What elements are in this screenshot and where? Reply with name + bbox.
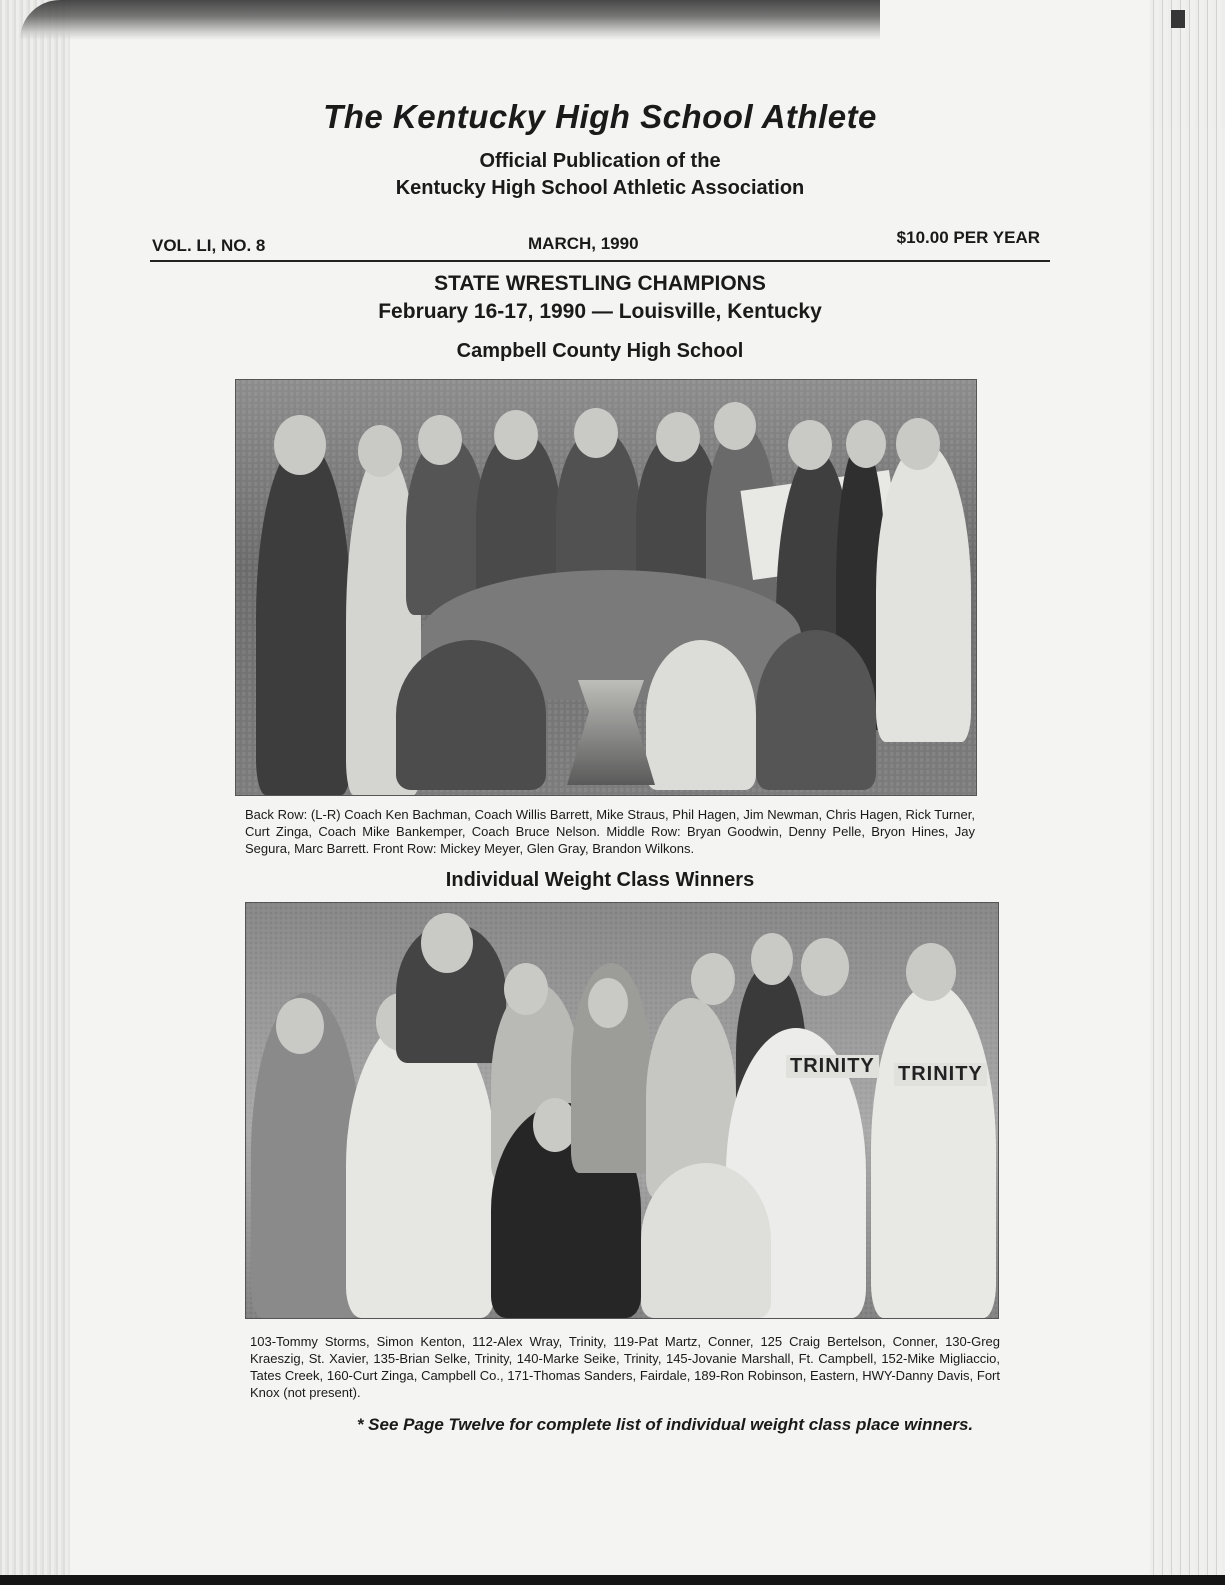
person-head: [656, 412, 700, 462]
page-marker: [1171, 10, 1185, 28]
jersey-lettering: TRINITY: [786, 1055, 879, 1078]
person-figure: [396, 640, 546, 790]
person-head: [358, 425, 402, 477]
person-head: [494, 410, 538, 460]
person-head: [714, 402, 756, 450]
team-photo-caption: Back Row: (L-R) Coach Ken Bachman, Coach Willis Barrett, Mike Straus, Phil Hagen, Jim Newman, Chris Hagen, Rick Turner, Curt Zinga, Coach Mike Bankemper, Coach Bruce Nelson. Middle Row: Bryan Goodwin, Denny Pelle, Bryon Hines, Jay Segura, Marc Barrett. Front Row: Mickey Meyer, Glen Gray, Brandon Wilkons.: [245, 807, 975, 856]
masthead-subtitle: [150, 148, 1050, 202]
headline-date-location: February 16-17, 1990 — Louisville, Kentucky: [378, 300, 822, 323]
person-head: [588, 978, 628, 1028]
issue-date: MARCH, 1990: [528, 234, 639, 253]
winners-heading: Individual Weight Class Winners: [445, 869, 755, 891]
person-head: [276, 998, 324, 1054]
jersey-lettering: TRINITY: [894, 1063, 987, 1086]
winners-photo-caption: 103-Tommy Storms, Simon Kenton, 112-Alex Wray, Trinity, 119-Pat Martz, Conner, 125 Craig Bertelson, Conner, 130-Greg Kraeszig, St. Xavier, 135-Brian Selke, Trinity, 140-Marke Seike, Trinity, 145-Jovanie Marshall, Ft. Campbell, 152-Mike Migliaccio, Tates Creek, 160-Curt Zinga, Campbell Co., 171-Thomas Sanders, Fairdale, 189-Ron Robinson, Eastern, HWY-Danny Davis, Fort Knox (not present).: [250, 1334, 1000, 1400]
person-figure: [871, 983, 996, 1318]
scan-edge-top: [20, 0, 880, 40]
headline-title: STATE WRESTLING CHAMPIONS: [434, 272, 766, 295]
scan-edge-right: [1150, 0, 1225, 1585]
document-page: [150, 90, 1050, 1435]
person-figure: [256, 440, 351, 795]
person-head: [574, 408, 618, 458]
person-head: [906, 943, 956, 1001]
person-head: [421, 913, 473, 973]
person-head: [274, 415, 326, 475]
issue-volume: VOL. LI, NO. 8: [152, 236, 266, 255]
person-head: [896, 418, 940, 470]
school-heading: Campbell County High School: [456, 340, 744, 362]
person-head: [504, 963, 548, 1015]
person-head: [846, 420, 886, 468]
footnote: * See Page Twelve for complete list of individual weight class place winners.: [356, 1415, 974, 1434]
winners-photo: [245, 902, 999, 1319]
issue-price: $10.00 PER YEAR: [896, 228, 1040, 247]
masthead-subtitle-line2: Kentucky High School Athletic Association: [395, 177, 805, 199]
person-head: [691, 953, 735, 1005]
team-photo: [235, 379, 977, 796]
person-head: [801, 938, 849, 996]
person-head: [788, 420, 832, 470]
person-figure: [646, 640, 756, 790]
scan-edge-left: [0, 0, 70, 1585]
person-figure: [641, 1163, 771, 1318]
headline: [150, 270, 1050, 326]
masthead-subtitle-line1: Official Publication of the: [479, 150, 721, 172]
person-head: [751, 933, 793, 985]
person-figure: [756, 630, 876, 790]
person-head: [418, 415, 462, 465]
scan-edge-bottom: [0, 1575, 1225, 1585]
masthead-title: The Kentucky High School Athlete: [323, 98, 877, 135]
issue-line: [150, 230, 1050, 262]
person-figure: [876, 442, 971, 742]
